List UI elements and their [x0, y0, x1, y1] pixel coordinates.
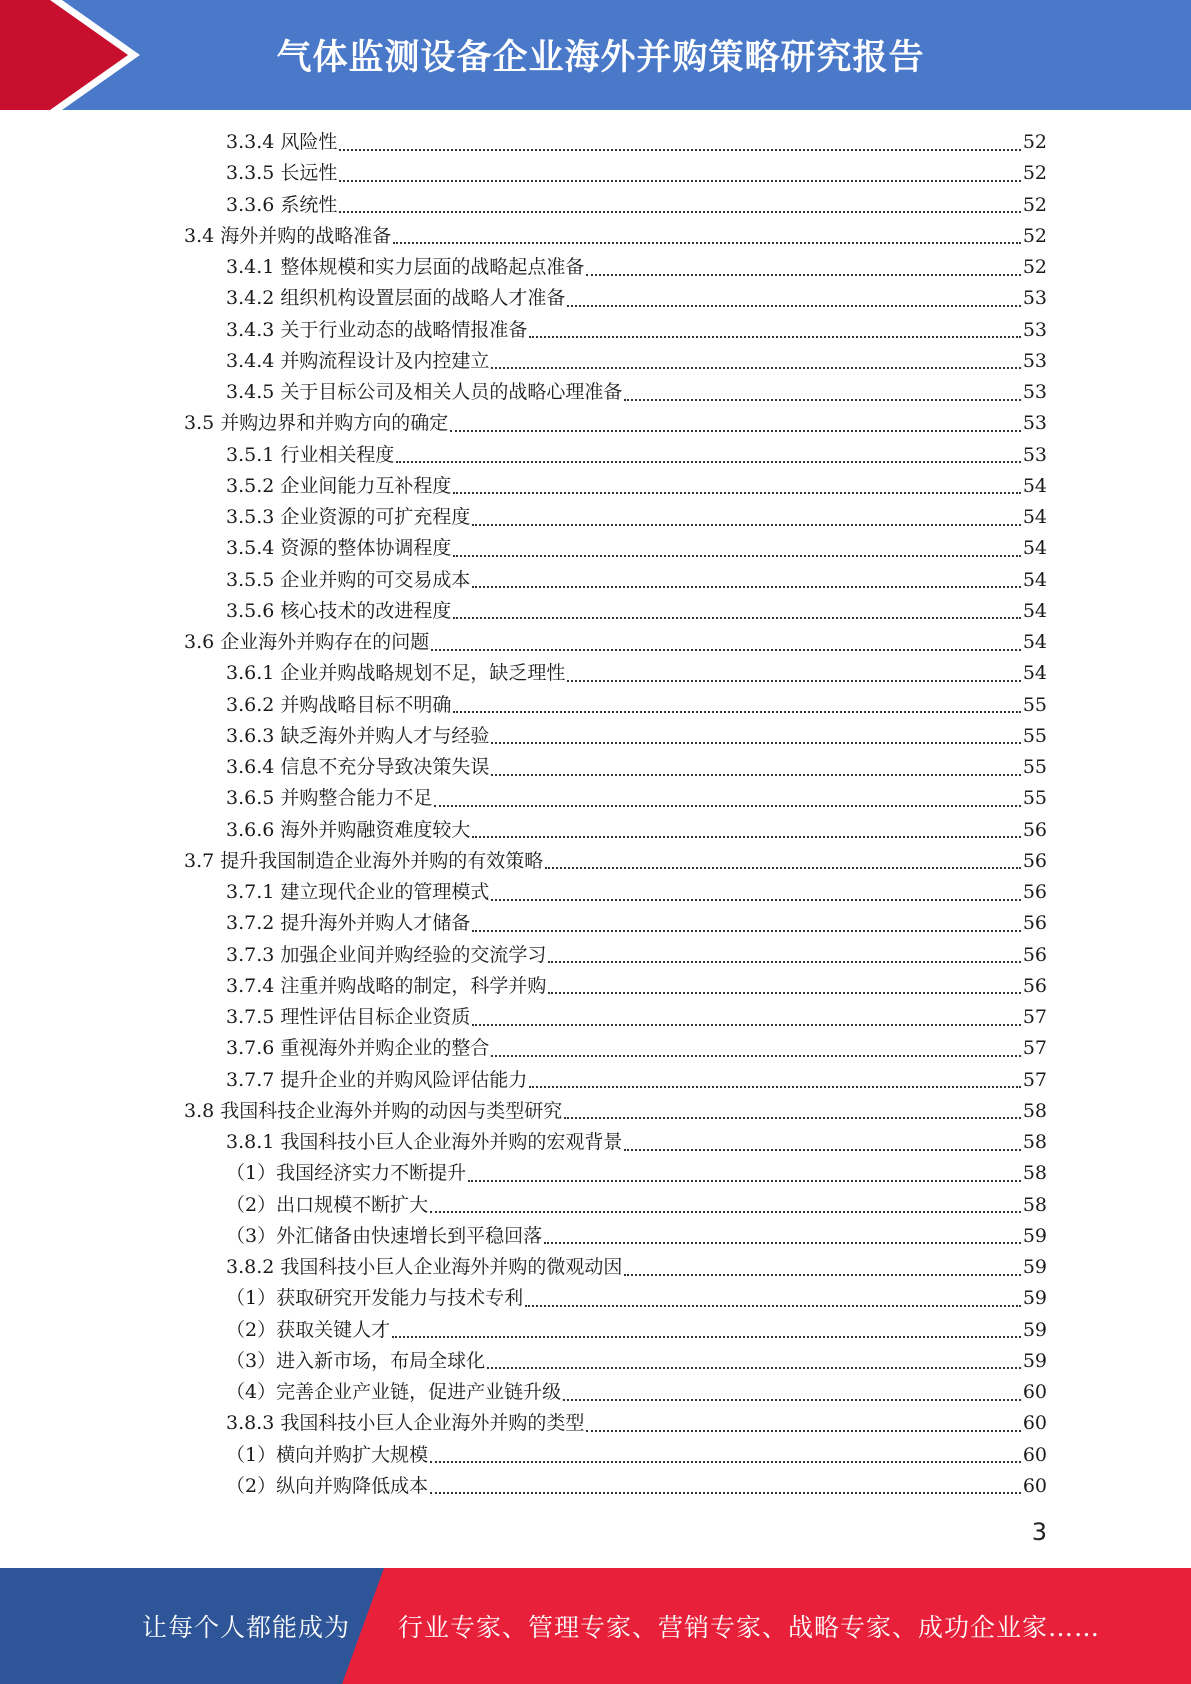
toc-entry[interactable]	[0, 1377, 1191, 1408]
toc-entry-page: 58	[1022, 1131, 1047, 1153]
toc-dot-leader	[487, 1367, 1021, 1369]
toc-dot-leader	[586, 1430, 1020, 1432]
toc-entry[interactable]	[0, 1033, 1191, 1064]
toc-dot-leader	[529, 1086, 1020, 1088]
toc-entry-page: 59	[1022, 1256, 1047, 1278]
toc-entry-page: 53	[1022, 318, 1047, 341]
toc-entry-title: 3.6.1 企业并购战略规划不足，缺乏理性	[226, 662, 566, 685]
toc-entry-title: 3.8 我国科技企业海外并购的动因与类型研究	[184, 1099, 563, 1122]
toc-entry[interactable]	[0, 502, 1191, 533]
toc-dot-leader	[472, 586, 1020, 588]
toc-entry-page: 56	[1022, 912, 1047, 935]
toc-entry[interactable]	[0, 1346, 1191, 1377]
toc-entry-title: 3.7.4 注重并购战略的制定，科学并购	[226, 974, 547, 997]
toc-entry[interactable]	[0, 1096, 1191, 1127]
toc-entry-title: 3.6.5 并购整合能力不足	[226, 787, 433, 810]
toc-entry[interactable]	[0, 1440, 1191, 1471]
toc-entry-page: 55	[1022, 756, 1047, 778]
toc-dot-leader	[548, 961, 1020, 963]
toc-entry-title: （2）纵向并购降低成本	[226, 1474, 429, 1497]
toc-entry[interactable]	[0, 627, 1191, 658]
page-footer	[0, 1568, 1191, 1684]
toc-dot-leader	[472, 524, 1020, 526]
toc-dot-leader	[529, 336, 1020, 338]
toc-entry-page: 54	[1022, 662, 1047, 685]
toc-entry-page: 54	[1022, 631, 1047, 653]
toc-entry-title: （1）获取研究开发能力与技术专利	[226, 1287, 524, 1310]
toc-entry-title: 3.5.5 企业并购的可交易成本	[226, 568, 471, 591]
toc-dot-leader	[491, 1055, 1020, 1057]
toc-entry-title: （2）获取关键人才	[226, 1318, 391, 1341]
toc-entry-title: 3.4.3 关于行业动态的战略情报准备	[226, 318, 528, 341]
toc-entry-page: 56	[1022, 974, 1047, 997]
toc-entry[interactable]	[0, 315, 1191, 346]
toc-dot-leader	[544, 1242, 1021, 1244]
toc-entry[interactable]	[0, 1408, 1191, 1439]
toc-entry-title: （1）横向并购扩大规模	[226, 1443, 429, 1466]
toc-entry[interactable]	[0, 158, 1191, 189]
toc-dot-leader	[567, 305, 1020, 307]
toc-entry-page: 53	[1022, 443, 1047, 466]
toc-entry-title: 3.7 提升我国制造企业海外并购的有效策略	[184, 849, 544, 872]
toc-dot-leader	[431, 649, 1021, 651]
toc-entry-page: 53	[1022, 287, 1047, 310]
toc-entry-page: 57	[1022, 1068, 1047, 1091]
toc-dot-leader	[434, 805, 1020, 807]
toc-entry-page: 56	[1022, 818, 1047, 841]
toc-dot-leader	[392, 1336, 1021, 1338]
toc-entry[interactable]	[0, 283, 1191, 314]
toc-entry[interactable]	[0, 877, 1191, 908]
toc-entry[interactable]	[0, 346, 1191, 377]
toc-dot-leader	[525, 1305, 1021, 1307]
toc-entry[interactable]	[0, 971, 1191, 1002]
toc-dot-leader	[491, 899, 1020, 901]
toc-entry-page: 55	[1022, 693, 1047, 716]
toc-entry-title: 3.5.4 资源的整体协调程度	[226, 537, 452, 560]
toc-entry[interactable]	[0, 721, 1191, 752]
toc-entry[interactable]	[0, 440, 1191, 471]
toc-dot-leader	[624, 1274, 1020, 1276]
toc-entry-title: （3）进入新市场，布局全球化	[226, 1349, 486, 1372]
toc-entry[interactable]	[0, 127, 1191, 158]
toc-entry[interactable]	[0, 596, 1191, 627]
toc-entry[interactable]	[0, 658, 1191, 689]
toc-entry[interactable]	[0, 221, 1191, 252]
footer-slogan-left: 让每个人都能成为	[142, 1613, 351, 1642]
toc-entry-title: 3.7.2 提升海外并购人才储备	[226, 912, 471, 935]
toc-entry[interactable]	[0, 565, 1191, 596]
toc-entry-title: 3.6.4 信息不充分导致决策失误	[226, 756, 490, 778]
toc-entry-page: 53	[1022, 381, 1047, 403]
toc-entry-title: （2）出口规模不断扩大	[226, 1193, 429, 1216]
toc-entry-page: 60	[1022, 1412, 1047, 1435]
toc-entry-title: 3.5.2 企业间能力互补程度	[226, 474, 452, 497]
table-of-contents	[0, 127, 1191, 1502]
toc-entry-title: 3.8.1 我国科技小巨人企业海外并购的宏观背景	[226, 1131, 623, 1153]
toc-entry-page: 55	[1022, 724, 1047, 747]
toc-dot-leader	[624, 399, 1020, 401]
toc-entry[interactable]	[0, 1158, 1191, 1189]
toc-entry[interactable]	[0, 690, 1191, 721]
toc-dot-leader	[491, 367, 1020, 369]
toc-dot-leader	[430, 1211, 1021, 1213]
toc-entry-title: 3.5 并购边界和并购方向的确定	[184, 412, 449, 435]
toc-entry[interactable]	[0, 752, 1191, 783]
toc-entry-title: 3.6.3 缺乏海外并购人才与经验	[226, 724, 490, 747]
toc-dot-leader	[468, 1180, 1021, 1182]
toc-entry[interactable]	[0, 1221, 1191, 1252]
toc-entry[interactable]	[0, 846, 1191, 877]
toc-dot-leader	[545, 867, 1021, 869]
toc-dot-leader	[453, 492, 1020, 494]
toc-entry[interactable]	[0, 252, 1191, 283]
toc-entry[interactable]	[0, 908, 1191, 939]
toc-dot-leader	[491, 774, 1020, 776]
toc-entry[interactable]	[0, 190, 1191, 221]
toc-entry-page: 60	[1022, 1381, 1047, 1403]
toc-entry-page: 53	[1022, 349, 1047, 372]
toc-entry-title: （1）我国经济实力不断提升	[226, 1162, 467, 1185]
toc-entry-title: （4）完善企业产业链，促进产业链升级	[226, 1381, 562, 1403]
toc-entry-page: 57	[1022, 1037, 1047, 1060]
toc-entry-title: （3）外汇储备由快速增长到平稳回落	[226, 1224, 543, 1247]
toc-entry[interactable]	[0, 1065, 1191, 1096]
toc-entry-title: 3.4 海外并购的战略准备	[184, 224, 392, 247]
toc-entry-page: 52	[1022, 193, 1047, 216]
toc-dot-leader	[472, 1024, 1020, 1026]
toc-entry-title: 3.7.7 提升企业的并购风险评估能力	[226, 1068, 528, 1091]
toc-entry-page: 54	[1022, 474, 1047, 497]
toc-entry-page: 60	[1022, 1443, 1047, 1466]
toc-entry-title: 3.5.6 核心技术的改进程度	[226, 599, 452, 622]
toc-dot-leader	[624, 1149, 1020, 1151]
toc-entry-page: 56	[1022, 943, 1047, 966]
toc-dot-leader	[339, 149, 1020, 151]
toc-entry[interactable]	[0, 815, 1191, 846]
toc-entry-title: 3.6.2 并购战略目标不明确	[226, 693, 452, 716]
toc-entry-title: 3.5.1 行业相关程度	[226, 443, 395, 466]
toc-entry-title: 3.7.5 理性评估目标企业资质	[226, 1006, 471, 1028]
toc-entry-title: 3.3.4 风险性	[226, 131, 338, 153]
toc-entry-page: 52	[1022, 256, 1047, 278]
toc-dot-leader	[564, 1117, 1021, 1119]
toc-entry-title: 3.3.5 长远性	[226, 162, 338, 185]
toc-dot-leader	[430, 1461, 1021, 1463]
toc-entry-page: 59	[1022, 1287, 1047, 1310]
toc-entry[interactable]	[0, 533, 1191, 564]
toc-dot-leader	[450, 430, 1021, 432]
toc-dot-leader	[472, 930, 1020, 932]
page-number: 3	[1031, 1518, 1047, 1546]
toc-entry-page: 59	[1022, 1318, 1047, 1341]
toc-entry[interactable]	[0, 1315, 1191, 1346]
toc-entry[interactable]	[0, 408, 1191, 439]
toc-entry-page: 52	[1022, 162, 1047, 185]
toc-entry-title: 3.5.3 企业资源的可扩充程度	[226, 506, 471, 528]
toc-entry-page: 58	[1022, 1162, 1047, 1185]
toc-entry[interactable]	[0, 471, 1191, 502]
toc-entry[interactable]	[0, 1190, 1191, 1221]
toc-entry-page: 54	[1022, 537, 1047, 560]
toc-dot-leader	[567, 680, 1020, 682]
toc-dot-leader	[453, 617, 1020, 619]
toc-entry-page: 56	[1022, 849, 1047, 872]
toc-entry[interactable]	[0, 1127, 1191, 1158]
report-title: 气体监测设备企业海外并购策略研究报告	[276, 38, 925, 78]
toc-entry[interactable]	[0, 377, 1191, 408]
toc-dot-leader	[491, 742, 1020, 744]
toc-entry-page: 58	[1022, 1099, 1047, 1122]
toc-entry-title: 3.6.6 海外并购融资难度较大	[226, 818, 471, 841]
toc-entry[interactable]	[0, 940, 1191, 971]
toc-entry-page: 60	[1022, 1474, 1047, 1497]
toc-entry-page: 54	[1022, 568, 1047, 591]
toc-entry-title: 3.8.3 我国科技小巨人企业海外并购的类型	[226, 1412, 585, 1435]
toc-dot-leader	[396, 461, 1020, 463]
toc-entry-page: 58	[1022, 1193, 1047, 1216]
toc-dot-leader	[339, 180, 1020, 182]
footer-slogan-right: 行业专家、管理专家、营销专家、战略专家、成功企业家……	[398, 1613, 1101, 1642]
toc-entry-page: 52	[1022, 224, 1047, 247]
toc-entry-title: 3.4.2 组织机构设置层面的战略人才准备	[226, 287, 566, 310]
toc-entry[interactable]	[0, 1283, 1191, 1314]
toc-entry-page: 57	[1022, 1006, 1047, 1028]
toc-dot-leader	[548, 992, 1020, 994]
toc-dot-leader	[393, 242, 1021, 244]
toc-entry-page: 56	[1022, 881, 1047, 903]
toc-dot-leader	[586, 274, 1020, 276]
toc-entry-title: 3.4.4 并购流程设计及内控建立	[226, 349, 490, 372]
toc-dot-leader	[472, 836, 1020, 838]
toc-entry-title: 3.7.3 加强企业间并购经验的交流学习	[226, 943, 547, 966]
toc-entry-page: 54	[1022, 599, 1047, 622]
toc-dot-leader	[339, 211, 1020, 213]
toc-entry-page: 55	[1022, 787, 1047, 810]
page-header	[0, 0, 1191, 110]
toc-dot-leader	[453, 711, 1020, 713]
toc-entry-page: 52	[1022, 131, 1047, 153]
toc-dot-leader	[430, 1492, 1021, 1494]
toc-entry-title: 3.3.6 系统性	[226, 193, 338, 216]
toc-entry-title: 3.7.6 重视海外并购企业的整合	[226, 1037, 490, 1060]
toc-entry-title: 3.8.2 我国科技小巨人企业海外并购的微观动因	[226, 1256, 623, 1278]
toc-entry-title: 3.6 企业海外并购存在的问题	[184, 631, 430, 653]
toc-dot-leader	[563, 1399, 1021, 1401]
toc-entry[interactable]	[0, 1002, 1191, 1033]
toc-entry-page: 53	[1022, 412, 1047, 435]
toc-entry[interactable]	[0, 783, 1191, 814]
toc-entry-title: 3.4.5 关于目标公司及相关人员的战略心理准备	[226, 381, 623, 403]
toc-entry[interactable]	[0, 1252, 1191, 1283]
toc-entry-title: 3.4.1 整体规模和实力层面的战略起点准备	[226, 256, 585, 278]
toc-entry[interactable]	[0, 1471, 1191, 1502]
toc-entry-title: 3.7.1 建立现代企业的管理模式	[226, 881, 490, 903]
toc-dot-leader	[453, 555, 1020, 557]
toc-entry-page: 59	[1022, 1224, 1047, 1247]
chevron-arrow-icon	[0, 0, 160, 110]
toc-entry-page: 54	[1022, 506, 1047, 528]
toc-entry-page: 59	[1022, 1349, 1047, 1372]
